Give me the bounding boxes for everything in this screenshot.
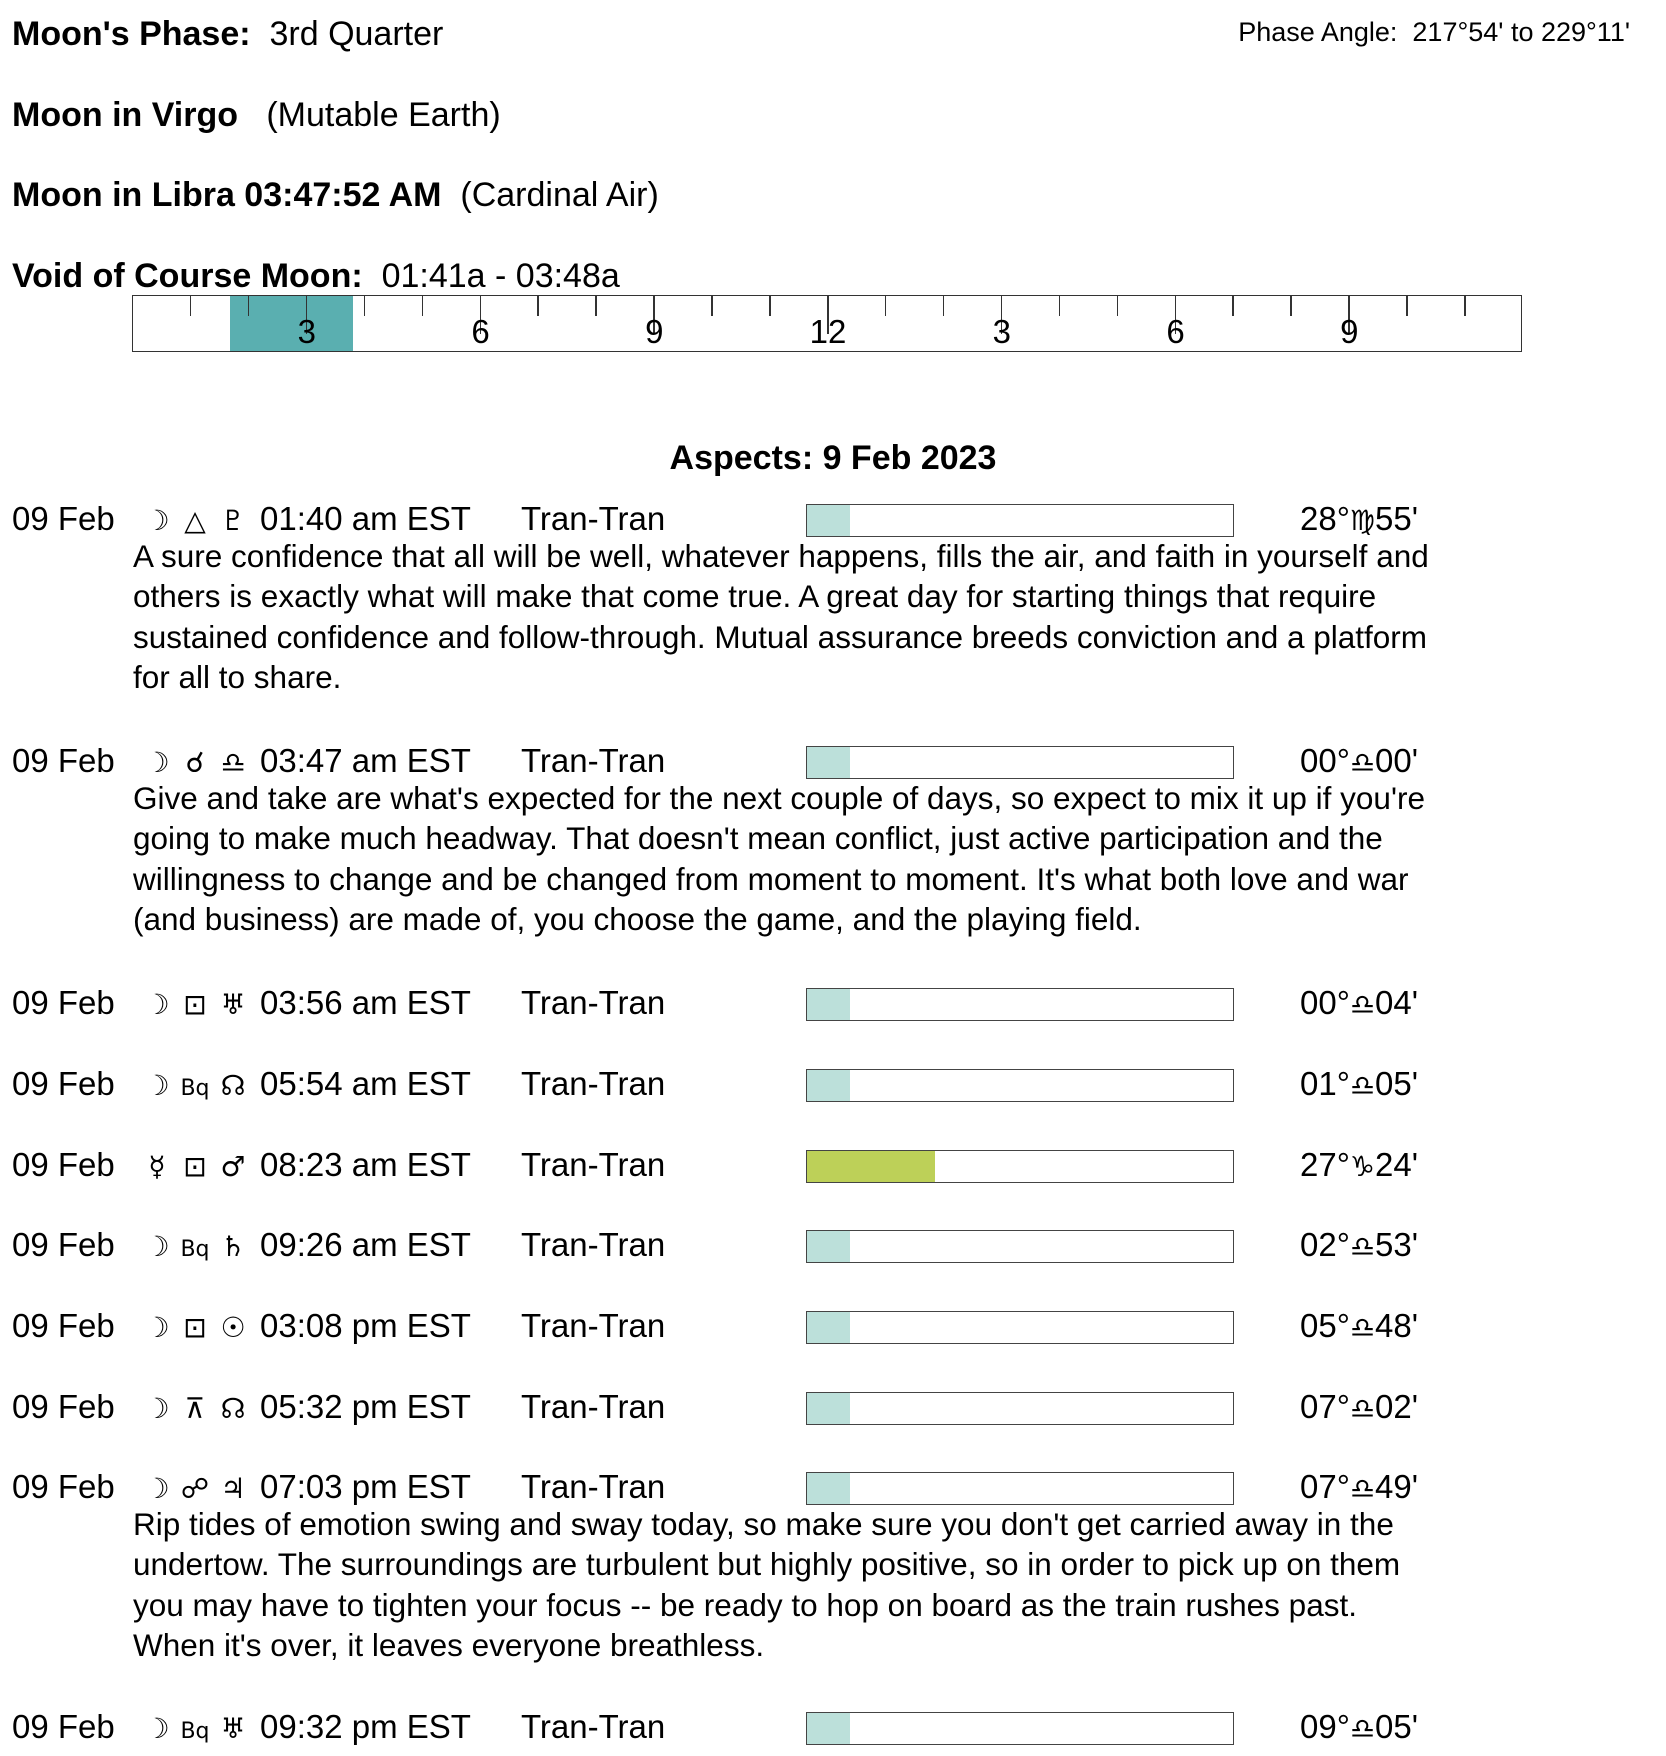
aspect-strength-fill (807, 1713, 850, 1744)
timeline-tick (190, 296, 192, 316)
position-minutes: 24' (1375, 1146, 1419, 1183)
timeline-hour-label: 9 (645, 313, 664, 350)
moon-sign-2-label: Moon in Libra 03:47:52 AM (12, 176, 442, 214)
aspect-kind: Tran-Tran (521, 1146, 666, 1183)
aspect-date: 09 Feb (12, 742, 115, 779)
aspect-kind: Tran-Tran (521, 1065, 666, 1102)
planet-2-icon: ♅ (220, 1712, 246, 1745)
interpretation-line: Rip tides of emotion swing and sway today, so make sure you don't get carried away in the (133, 1506, 1394, 1542)
position-minutes: 04' (1375, 984, 1419, 1021)
aspect-date: 09 Feb (12, 1226, 115, 1263)
interpretation-line: When it's over, it leaves everyone breathless. (133, 1626, 765, 1663)
aspect-kind: Tran-Tran (521, 1388, 666, 1425)
moon-phase-value: 3rd Quarter (269, 15, 444, 53)
aspect-strength-bar (806, 746, 1234, 779)
aspect-icon: ⊼ (184, 1392, 206, 1425)
aspect-position (1300, 1306, 1418, 1348)
position-degrees: 07° (1300, 1468, 1350, 1505)
aspect-strength-bar (806, 988, 1234, 1021)
voc-label: Void of Course Moon: (12, 257, 363, 295)
aspect-strength-bar (806, 1311, 1234, 1344)
timeline-tick (248, 296, 250, 316)
planet-1-icon: ☽ (144, 1230, 170, 1263)
zodiac-sign-icon: ♎ (1349, 1392, 1376, 1425)
planet-1-icon: ☽ (144, 1712, 170, 1745)
interpretation-line: others is exactly what will make that come true. A great day for starting things that require (133, 578, 1377, 615)
aspect-date: 09 Feb (12, 1146, 115, 1183)
aspect-strength-fill (807, 989, 850, 1020)
moon-phase (12, 14, 443, 54)
zodiac-sign-icon: ♑ (1349, 1150, 1376, 1183)
aspect-strength-bar (806, 1712, 1234, 1745)
aspect-icon: ⊡ (183, 1311, 207, 1344)
position-minutes: 49' (1375, 1468, 1419, 1505)
aspect-time: 03:08 pm EST (260, 1307, 471, 1344)
timeline-tick (1117, 296, 1119, 316)
aspect-row (12, 1467, 1652, 1507)
aspect-strength-bar (806, 504, 1234, 537)
aspect-row (12, 1387, 1652, 1427)
interpretation-line: A sure confidence that all will be well, whatever happens, fills the air, and faith in yourself and (133, 538, 1429, 574)
aspect-strength-bar (806, 1230, 1234, 1263)
aspect-row (12, 741, 1652, 781)
void-of-course (12, 256, 620, 296)
timeline-hour-label: 9 (1340, 313, 1359, 350)
interpretation-line: for all to share. (133, 658, 342, 695)
planet-2-icon: ♄ (220, 1230, 246, 1263)
aspect-row (12, 1064, 1652, 1104)
interpretation-line: willingness to change and be changed from moment to moment. It's what both love and war (133, 860, 1409, 897)
moon-sign-virgo (12, 95, 501, 135)
aspect-position (1300, 499, 1418, 541)
timeline-tick (1406, 296, 1408, 316)
zodiac-sign-icon: ♎ (1349, 988, 1376, 1021)
moon-phase-label: Moon's Phase: (12, 15, 251, 53)
aspect-position (1300, 1225, 1418, 1267)
moon-sign-2-element: (Cardinal Air) (460, 176, 659, 214)
aspect-icon: Bq (180, 1076, 210, 1101)
aspect-row (12, 1225, 1652, 1265)
aspect-time: 03:47 am EST (260, 742, 471, 779)
aspect-interpretation (133, 536, 1429, 697)
position-minutes: 05' (1375, 1708, 1419, 1745)
aspect-row (12, 1145, 1652, 1185)
aspect-kind: Tran-Tran (521, 1708, 666, 1745)
aspect-time: 07:03 pm EST (260, 1468, 471, 1505)
aspect-icon: ⊡ (183, 1150, 207, 1183)
aspect-icon: △ (184, 504, 206, 537)
aspect-date: 09 Feb (12, 1307, 115, 1344)
timeline-tick (943, 296, 945, 316)
planet-1-icon: ☿ (148, 1150, 166, 1183)
aspect-date: 09 Feb (12, 1468, 115, 1505)
position-minutes: 00' (1375, 742, 1419, 779)
timeline-tick (537, 296, 539, 316)
interpretation-line: you may have to tighten your focus -- be ready to hop on board as the train rushes past. (133, 1586, 1357, 1623)
aspects-title: Aspects: 9 Feb 2023 (669, 439, 997, 477)
phase-angle-label: Phase Angle: (1238, 17, 1398, 47)
zodiac-sign-icon: ♎ (1349, 1230, 1376, 1263)
moon-sign-1-label: Moon in Virgo (12, 96, 239, 134)
aspect-date: 09 Feb (12, 1388, 115, 1425)
position-minutes: 02' (1375, 1388, 1419, 1425)
position-minutes: 48' (1375, 1307, 1419, 1344)
aspect-position (1300, 983, 1418, 1025)
position-degrees: 07° (1300, 1388, 1350, 1425)
timeline-tick (1232, 296, 1234, 316)
planet-2-icon: ☊ (220, 1069, 246, 1102)
timeline-tick (1059, 296, 1061, 316)
aspect-row (12, 499, 1652, 539)
phase-angle-value: 217°54' to 229°11' (1412, 17, 1630, 47)
timeline-tick (711, 296, 713, 316)
position-degrees: 02° (1300, 1226, 1350, 1263)
aspect-strength-fill (807, 1312, 850, 1343)
aspect-strength-fill (807, 1393, 850, 1424)
position-minutes: 55' (1375, 500, 1419, 537)
interpretation-line: sustained confidence and follow-through. Mutual assurance breeds conviction and a platform (133, 618, 1428, 655)
aspect-time: 01:40 am EST (260, 500, 471, 537)
aspect-strength-fill (807, 1473, 850, 1504)
zodiac-sign-icon: ♎ (1349, 1712, 1376, 1745)
aspect-icon: Bq (180, 1237, 210, 1262)
aspect-strength-fill (807, 1070, 850, 1101)
voc-value: 01:41a - 03:48a (381, 257, 620, 295)
planet-1-icon: ☽ (144, 1069, 170, 1102)
aspect-position (1300, 741, 1418, 783)
position-degrees: 05° (1300, 1307, 1350, 1344)
timeline-tick (769, 296, 771, 316)
planet-2-icon: ♎ (220, 746, 246, 779)
zodiac-sign-icon: ♎ (1349, 1069, 1376, 1102)
timeline-hour-label: 12 (809, 313, 847, 350)
aspect-kind: Tran-Tran (521, 500, 666, 537)
aspect-kind: Tran-Tran (521, 1307, 666, 1344)
position-degrees: 01° (1300, 1065, 1350, 1102)
aspect-row (12, 983, 1652, 1023)
planet-1-icon: ☽ (144, 1311, 170, 1344)
planet-2-icon: ♅ (220, 988, 246, 1021)
aspect-icon: Bq (180, 1719, 210, 1744)
zodiac-sign-icon: ♎ (1349, 1472, 1376, 1505)
moon-sign-1-element: (Mutable Earth) (266, 96, 501, 134)
timeline-tick (1464, 296, 1466, 316)
aspect-interpretation (133, 778, 1425, 939)
interpretation-line: (and business) are made of, you choose the game, and the playing field. (133, 900, 1142, 937)
planet-1-icon: ☽ (144, 1472, 170, 1505)
aspect-time: 05:32 pm EST (260, 1388, 471, 1425)
timeline-tick (1290, 296, 1292, 316)
interpretation-line: undertow. The surroundings are turbulent but highly positive, so in order to pick up on them (133, 1546, 1401, 1583)
position-degrees: 28° (1300, 500, 1350, 537)
aspect-strength-bar (806, 1392, 1234, 1425)
aspect-strength-bar (806, 1472, 1234, 1505)
position-degrees: 27° (1300, 1146, 1350, 1183)
aspect-icon: ☌ (185, 746, 205, 779)
aspect-interpretation (133, 1504, 1400, 1665)
aspect-time: 09:26 am EST (260, 1226, 471, 1263)
void-of-course-timeline (132, 295, 1522, 352)
aspect-strength-bar (806, 1069, 1234, 1102)
aspect-time: 03:56 am EST (260, 984, 471, 1021)
planet-2-icon: ♇ (220, 504, 246, 537)
timeline-tick (422, 296, 424, 316)
planet-2-icon: ♂ (220, 1150, 246, 1183)
planet-1-icon: ☽ (144, 746, 170, 779)
aspect-row (12, 1306, 1652, 1346)
aspect-kind: Tran-Tran (521, 1468, 666, 1505)
planet-1-icon: ☽ (144, 988, 170, 1021)
aspect-strength-fill (807, 1231, 850, 1262)
zodiac-sign-icon: ♍ (1349, 504, 1376, 537)
timeline-hour-label: 6 (471, 313, 490, 350)
aspect-position (1300, 1145, 1418, 1187)
phase-angle (1238, 16, 1630, 48)
timeline-tick (595, 296, 597, 316)
aspect-date: 09 Feb (12, 984, 115, 1021)
aspect-strength-fill (807, 505, 850, 536)
aspect-strength-fill (807, 747, 850, 778)
aspect-position (1300, 1064, 1418, 1106)
zodiac-sign-icon: ♎ (1349, 1311, 1376, 1344)
aspect-position (1300, 1387, 1418, 1429)
aspect-strength-fill (807, 1151, 935, 1182)
moon-sign-libra (12, 175, 659, 215)
aspect-time: 09:32 pm EST (260, 1708, 471, 1745)
planet-1-icon: ☽ (144, 504, 170, 537)
planet-2-icon: ☉ (220, 1311, 246, 1344)
timeline-hour-label: 3 (992, 313, 1011, 350)
aspect-date: 09 Feb (12, 1708, 115, 1745)
zodiac-sign-icon: ♎ (1349, 746, 1376, 779)
planet-2-icon: ♃ (220, 1472, 246, 1505)
aspect-time: 08:23 am EST (260, 1146, 471, 1183)
interpretation-line: Give and take are what's expected for the next couple of days, so expect to mix it up if you're (133, 780, 1425, 816)
planet-2-icon: ☊ (220, 1392, 246, 1425)
aspect-kind: Tran-Tran (521, 742, 666, 779)
aspect-icon: ⊡ (183, 988, 207, 1021)
timeline-hour-label: 3 (297, 313, 316, 350)
aspect-kind: Tran-Tran (521, 1226, 666, 1263)
timeline-hour-label: 6 (1166, 313, 1185, 350)
position-minutes: 05' (1375, 1065, 1419, 1102)
aspect-strength-bar (806, 1150, 1234, 1183)
aspect-date: 09 Feb (12, 500, 115, 537)
timeline-tick (364, 296, 366, 316)
aspect-time: 05:54 am EST (260, 1065, 471, 1102)
aspect-position (1300, 1467, 1418, 1509)
aspect-icon: ☍ (180, 1472, 210, 1505)
aspect-row (12, 1707, 1652, 1747)
aspect-date: 09 Feb (12, 1065, 115, 1102)
position-degrees: 09° (1300, 1708, 1350, 1745)
planet-1-icon: ☽ (144, 1392, 170, 1425)
aspect-kind: Tran-Tran (521, 984, 666, 1021)
position-degrees: 00° (1300, 984, 1350, 1021)
interpretation-line: going to make much headway. That doesn't mean conflict, just active participation and the (133, 820, 1383, 857)
timeline-tick (885, 296, 887, 316)
position-minutes: 53' (1375, 1226, 1419, 1263)
position-degrees: 00° (1300, 742, 1350, 779)
aspect-position (1300, 1707, 1418, 1749)
